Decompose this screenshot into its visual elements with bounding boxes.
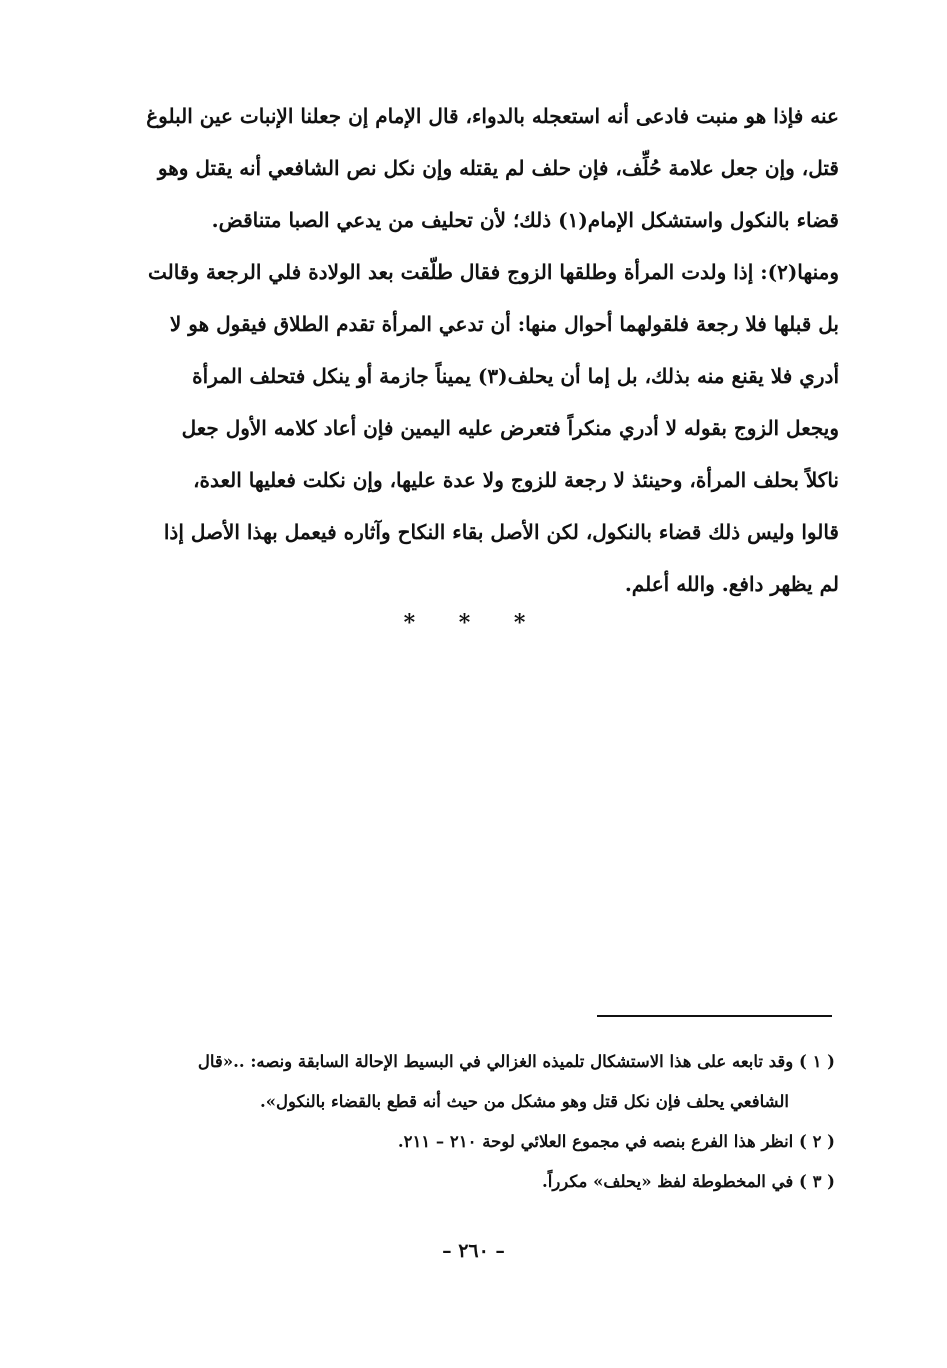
main-text-line: ناكلاً بحلف المرأة، وحينئذ لا رجعة للزوج ولا عدة عليها، وإن نكلت فعليها العدة،: [193, 468, 839, 492]
main-text-line: عنه فإذا هو منبت فادعى أنه استعجله بالدواء، قال الإمام إن جعلنا الإنبات عين البلوغ: [146, 104, 839, 128]
main-text-line: بل قبلها فلا رجعة فلقولهما أحوال منها: أن تدعي المرأة تقدم الطلاق فيقول هو لا: [169, 312, 839, 336]
footnote-2: ( ٢ ) انظر هذا الفرع بنصه في مجموع العلائي لوحة ٢١٠ – ٢١١.: [397, 1132, 835, 1151]
footnotes-section: [105, 1042, 835, 1202]
footnote-divider: [597, 1015, 832, 1017]
main-text-line: أدري فلا يقنع منه بذلك، بل إما أن يحلف(٣) يميناً جازمة أو ينكل فتحلف المرأة: [192, 364, 839, 388]
main-text-line: قالوا وليس ذلك قضاء بالنكول، لكن الأصل بقاء النكاح وآثاره فيعمل بهذا الأصل إذا: [163, 520, 839, 544]
main-text-line: لم يظهر دافع. والله أعلم.: [624, 572, 839, 596]
main-text-line: قتل، وإن جعل علامة حُلِّف، فإن حلف لم يقتله وإن نكل نص الشافعي أنه يقتل وهو: [157, 156, 839, 180]
footnote-1-continuation: الشافعي يحلف فإن نكل قتل وهو مشكل من حيث أنه قطع بالقضاء بالنكول».: [259, 1092, 789, 1111]
main-text-line: قضاء بالنكول واستشكل الإمام(١) ذلك؛ لأن تحليف من يدعي الصبا متناقض.: [211, 208, 839, 232]
page-number: – ٢٦٠ –: [442, 1240, 505, 1262]
main-text-line: ومنها(٢): إذا ولدت المرأة وطلقها الزوج فقال طلّقت بعد الولادة فلي الرجعة وقالت: [148, 260, 839, 284]
section-separator: * * *: [403, 610, 544, 636]
main-text-line: ويجعل الزوج بقوله لا أدري منكراً فتعرض عليه اليمين فإن أعاد كلامه الأول جعل: [181, 416, 839, 440]
main-text-body: [109, 90, 839, 610]
footnote-3: ( ٣ ) في المخطوطة لفظ «يحلف» مكرراً.: [542, 1172, 835, 1191]
footnote-1: ( ١ ) وقد تابعه على هذا الاستشكال تلميذه الغزالي في البسيط الإحالة السابقة ونصه: ..«قال: [197, 1052, 835, 1071]
